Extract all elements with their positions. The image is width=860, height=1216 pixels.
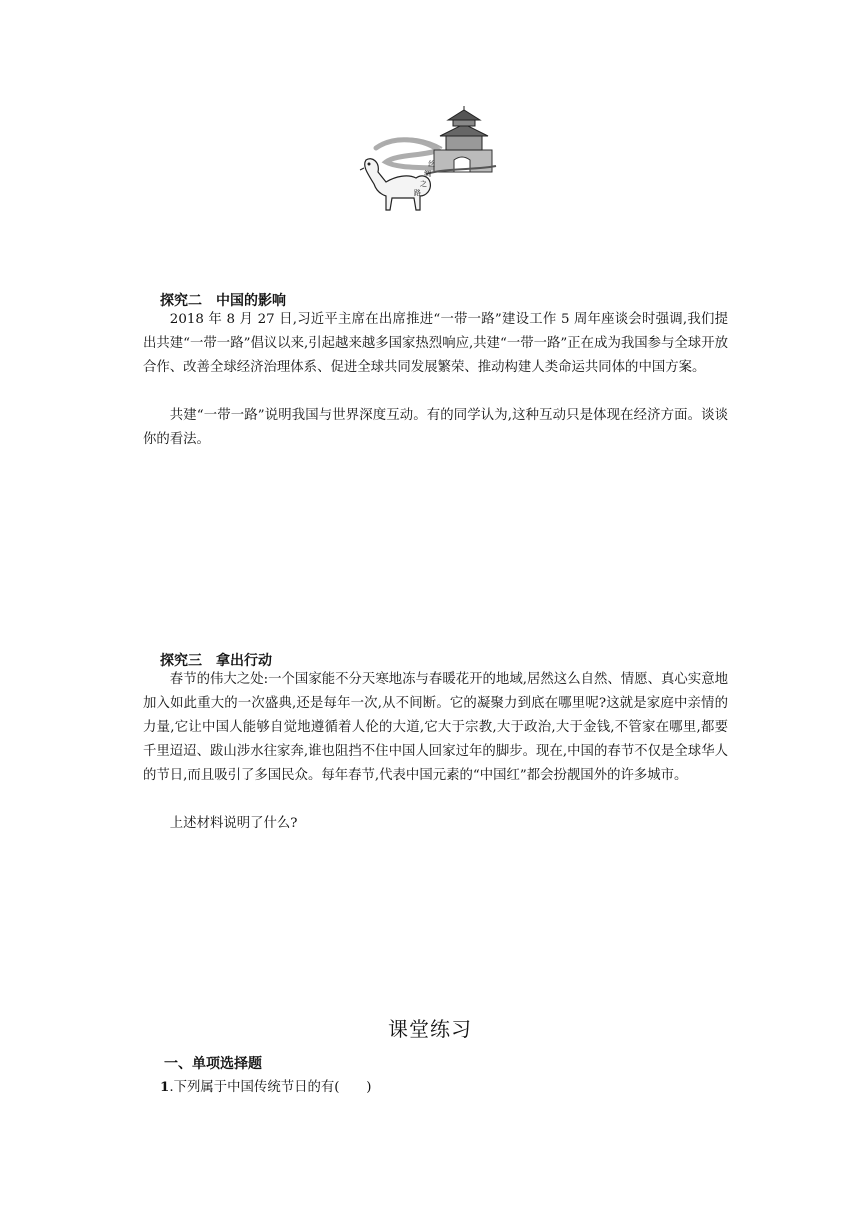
question-1: [160, 1076, 372, 1095]
silk-road-illustration: [356, 104, 506, 218]
section-heading-take-action: 探究三 拿出行动: [160, 653, 272, 669]
svg-text:丝: 丝: [428, 160, 435, 168]
question-text: .下列属于中国传统节日的有( ): [169, 1080, 372, 1095]
question-number: 1: [160, 1079, 170, 1095]
section-heading-influence: 探究二 中国的影响: [160, 293, 286, 309]
section2-paragraph-1: 2018 年 8 月 27 日,习近平主席在出席推进“一带一路”建设工作 5 周年座谈会时强调,我们提出共建“一带一路”倡议以来,引起越来越多国家热烈响应,共建“一带一路”正在成为我国参与全球开放合作、改善全球经济治理体系、促进全球共同发展繁荣、推动构建人类命运共同体的中国方案。: [143, 312, 728, 375]
practice-subheading: 一、单项选择题: [164, 1056, 262, 1072]
svg-text:之: 之: [420, 180, 427, 188]
section3-paragraph-2: 上述材料说明了什么?: [169, 816, 298, 831]
section3-paragraph-1: 春节的伟大之处:一个国家能不分天寒地冻与春暖花开的地域,居然这么自然、情愿、真心实意地加入如此重大的一次盛典,还是每年一次,从不间断。它的凝聚力到底在哪里呢?这就是家庭中亲情的力量,它让中国人能够自觉地遵循着人伦的大道,它大于宗教,大于政治,大于金钱,不管家在哪里,都要千里迢迢、跋山涉水往家奔,谁也阻挡不住中国人回家过年的脚步。现在,中国的春节不仅是全球华人的节日,而且吸引了多国民众。每年春节,代表中国元素的“中国红”都会扮靓国外的许多城市。: [143, 672, 728, 783]
svg-text:绸: 绸: [424, 170, 431, 178]
svg-text:路: 路: [414, 189, 421, 197]
section2-paragraph-2: 共建“一带一路”说明我国与世界深度互动。有的同学认为,这种互动只是体现在经济方面。谈谈你的看法。: [143, 408, 728, 447]
silk-road-tower-and-camel-illustration: [356, 104, 506, 218]
practice-title: 课堂练习: [388, 1017, 472, 1041]
